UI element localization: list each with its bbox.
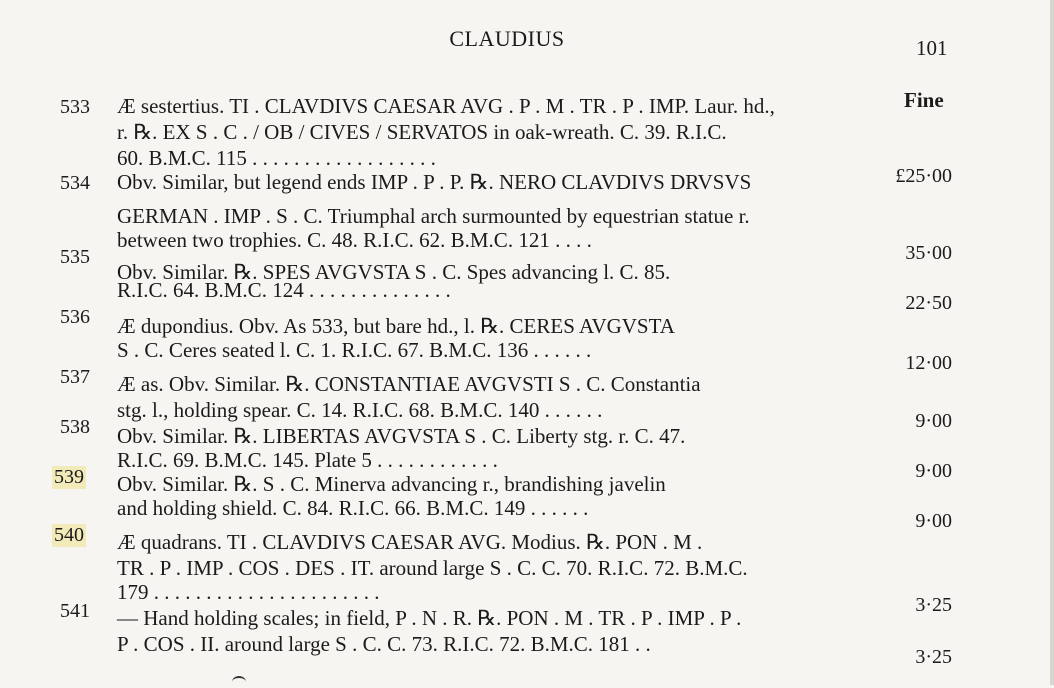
entry-text-line: Obv. Similar, but legend ends IMP . P . P. ℞. NERO CLAVDIVS DRVSVS xyxy=(117,170,752,194)
entry-text-line: R.I.C. 69. B.M.C. 145. Plate 5 . . . . . . . . . . . . xyxy=(117,448,498,472)
entry-text-line: Æ sestertius. TI . CLAVDIVS CAESAR AVG . P . M . TR . P . IMP. Laur. hd., xyxy=(117,94,775,118)
entry-number: 537 xyxy=(60,366,90,388)
entry-text-line: — Hand holding scales; in field, P . N . R. ℞. PON . M . TR . P . IMP . P . xyxy=(117,606,742,630)
entry-text-line: stg. l., holding spear. C. 14. R.I.C. 68. B.M.C. 140 . . . . . . xyxy=(117,398,603,422)
running-title: CLAUDIUS xyxy=(449,26,565,51)
entry-price: 9·00 xyxy=(915,410,952,432)
entry-price: 12·00 xyxy=(905,352,952,374)
entry-text-line: between two trophies. C. 48. R.I.C. 62. B.M.C. 121 . . . . xyxy=(117,228,592,252)
entry-number: 535 xyxy=(60,246,90,268)
entry-price: 3·25 xyxy=(915,594,952,616)
entry-price: £25·00 xyxy=(895,165,952,187)
entry-text-line: 179 . . . . . . . . . . . . . . . . . . . . . . xyxy=(117,580,380,604)
entry-text-line: r. ℞. EX S . C . / OB / CIVES / SERVATOS in oak-wreath. C. 39. R.I.C. xyxy=(117,120,727,144)
entry-text-line: Obv. Similar. ℞. S . C. Minerva advancing r., brandishing javelin xyxy=(117,472,666,496)
entry-text-line: R.I.C. 64. B.M.C. 124 . . . . . . . . . . . . . . xyxy=(117,278,451,302)
entry-text-line: Æ dupondius. Obv. As 533, but bare hd., l. ℞. CERES AVGVSTA xyxy=(117,314,675,338)
entry-text-line: Æ quadrans. TI . CLAVDIVS CAESAR AVG. Modius. ℞. PON . M . xyxy=(117,530,703,554)
entry-number: 534 xyxy=(60,172,90,194)
entry-price: 9·00 xyxy=(915,510,952,532)
entry-text-line: and holding shield. C. 84. R.I.C. 66. B.M.C. 149 . . . . . . xyxy=(117,496,589,520)
entry-text-line: TR . P . IMP . COS . DES . IT. around large S . C. C. 70. R.I.C. 72. B.M.C. xyxy=(117,556,748,580)
entry-number: 533 xyxy=(60,96,90,118)
entry-text-line: GERMAN . IMP . S . C. Triumphal arch surmounted by equestrian statue r. xyxy=(117,204,750,228)
entry-price: 22·50 xyxy=(905,292,952,314)
entry-price: 3·25 xyxy=(915,646,952,668)
entry-number: 540 xyxy=(54,524,84,546)
entry-text-line: 60. B.M.C. 115 . . . . . . . . . . . . . . . . . . xyxy=(117,146,436,170)
cropped-glyph xyxy=(232,676,246,688)
entry-text-line: S . C. Ceres seated l. C. 1. R.I.C. 67. B.M.C. 136 . . . . . . xyxy=(117,338,592,362)
entry-number: 539 xyxy=(54,466,84,488)
entry-text-line: Obv. Similar. ℞. SPES AVGVSTA S . C. Spes advancing l. C. 85. xyxy=(117,260,671,284)
entry-text-line: Æ as. Obv. Similar. ℞. CONSTANTIAE AVGVSTI S . C. Constantia xyxy=(117,372,701,396)
entry-number: 536 xyxy=(60,306,90,328)
entry-price: 9·00 xyxy=(915,460,952,482)
entry-text-line: P . COS . II. around large S . C. C. 73. R.I.C. 72. B.M.C. 181 . . xyxy=(117,632,651,656)
entry-number: 541 xyxy=(60,600,90,622)
page-number: 101 xyxy=(916,36,948,60)
entry-number: 538 xyxy=(60,416,90,438)
entry-text-line: Obv. Similar. ℞. LIBERTAS AVGVSTA S . C. Liberty stg. r. C. 47. xyxy=(117,424,686,448)
entry-price: 35·00 xyxy=(905,242,952,264)
price-column-header: Fine xyxy=(904,88,944,112)
page-edge xyxy=(1050,0,1054,685)
